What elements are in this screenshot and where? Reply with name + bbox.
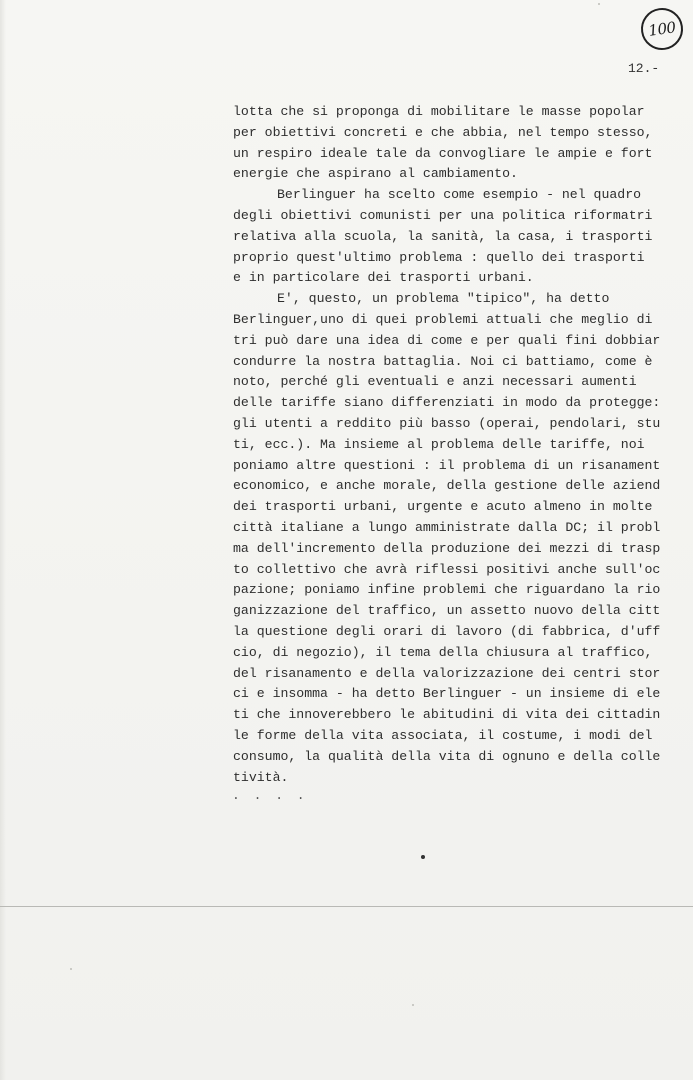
text-line: cio, di negozio), il tema della chiusura al traffico, xyxy=(233,644,653,660)
text-line: relativa alla scuola, la sanità, la casa, i trasporti xyxy=(233,228,653,244)
text-line: economico, e anche morale, della gestione delle aziend xyxy=(233,478,661,494)
paper-speck xyxy=(598,3,600,5)
text-line: tri può dare una idea di come e per quali fini dobbiar xyxy=(233,332,661,348)
trailing-dots: . . . . xyxy=(232,788,308,803)
page-number: 12.- xyxy=(628,61,660,76)
page-fold-line xyxy=(0,906,693,907)
text-line: tività. xyxy=(233,769,289,785)
text-line: un respiro ideale tale da convogliare le ampie e fort xyxy=(233,145,653,161)
text-line: per obiettivi concreti e che abbia, nel tempo stesso, xyxy=(233,124,653,140)
text-line: ti che innoverebbero le abitudini di vita dei cittadin xyxy=(233,707,661,723)
text-line: noto, perché gli eventuali e anzi necessari aumenti xyxy=(233,374,637,390)
text-line: ci e insomma - ha detto Berlinguer - un insieme di ele xyxy=(233,686,661,702)
text-line: Berlinguer ha scelto come esempio - nel quadro xyxy=(277,187,642,203)
text-line: consumo, la qualità della vita di ognuno e della colle xyxy=(233,748,661,764)
text-line: ganizzazione del traffico, un assetto nuovo della citt xyxy=(233,603,661,619)
text-line: ma dell'incremento della produzione dei mezzi di trasp xyxy=(233,540,661,556)
ink-dot xyxy=(421,855,425,859)
text-line: e in particolare dei trasporti urbani. xyxy=(233,270,534,286)
page-stamp xyxy=(638,5,685,52)
text-line: la questione degli orari di lavoro (di fabbrica, d'uff xyxy=(233,623,661,639)
text-line: ti, ecc.). Ma insieme al problema delle tariffe, noi xyxy=(233,436,645,452)
text-line: E', questo, un problema "tipico", ha detto xyxy=(277,291,610,307)
stamp-number: 100 xyxy=(647,18,677,40)
text-line: Berlinguer,uno di quei problemi attuali che meglio di xyxy=(233,311,653,327)
text-line: energie che aspirano al cambiamento. xyxy=(233,166,518,182)
text-line: del risanamento e della valorizzazione dei centri stor xyxy=(233,665,661,681)
text-line: le forme della vita associata, il costume, i modi del xyxy=(233,727,653,743)
text-line: pazione; poniamo infine problemi che riguardano la rio xyxy=(233,582,661,598)
typewritten-text xyxy=(233,102,693,788)
text-line: città italiane a lungo amministrate dalla DC; il probl xyxy=(233,519,661,535)
text-line: condurre la nostra battaglia. Noi ci battiamo, come è xyxy=(233,353,653,369)
text-line: poniamo altre questioni : il problema di un risanament xyxy=(233,457,661,473)
text-line: to collettivo che avrà riflessi positivi anche sull'oc xyxy=(233,561,661,577)
text-line: degli obiettivi comunisti per una politica riformatri xyxy=(233,207,653,223)
paper-speck xyxy=(70,968,72,970)
text-line: lotta che si proponga di mobilitare le masse popolar xyxy=(233,104,645,119)
text-line: delle tariffe siano differenziati in modo da protegge: xyxy=(233,395,661,411)
text-line: gli utenti a reddito più basso (operai, pendolari, stu xyxy=(233,415,661,431)
text-line: proprio quest'ultimo problema : quello dei trasporti xyxy=(233,249,645,265)
page-edge-shadow xyxy=(0,0,6,1080)
paper-speck xyxy=(412,1004,414,1006)
text-line: dei trasporti urbani, urgente e acuto almeno in molte xyxy=(233,499,653,515)
